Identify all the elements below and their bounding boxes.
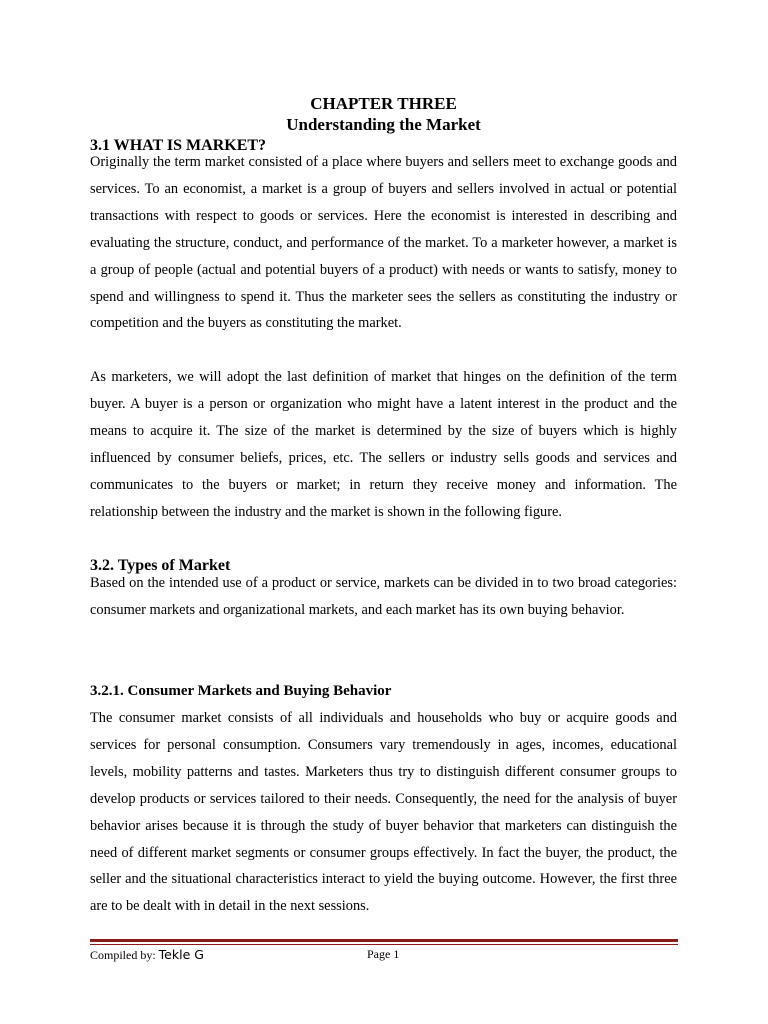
footer-compiled-label: Compiled by: [90, 948, 156, 962]
footer-divider [90, 939, 678, 945]
chapter-number-title: CHAPTER THREE [310, 94, 457, 113]
page-footer [90, 947, 678, 965]
chapter-subtitle: Understanding the Market [286, 115, 481, 134]
paragraph-market-definition: Originally the term market consisted of a place where buyers and sellers meet to exchange goods and services. To an economist, a market is a group of buyers and sellers involved in actual or potential transactions with respect to goods or services. Here the economist is interested in describing and evaluating the structure, conduct, and performance of the market. To a marketer however, a market is a group of people (actual and potential buyers of a product) with needs or wants to satisfy, money to spend and willingness to spend it. Thus the marketer sees the sellers as constituting the industry or competition and the buyers as constituting the market. [90, 154, 677, 332]
paragraph-consumer-markets: The consumer market consists of all individuals and households who buy or acquire goods and services for personal consumption. Consumers vary tremendously in ages, incomes, educational levels, mobility patterns and tastes. Marketers thus try to distinguish different consumer groups to develop products or services tailored to their needs. Consequently, the need for the analysis of buyer behavior arises because it is through the study of buyer behavior that marketers can distinguish the need of different market segments or consumer groups effectively. In fact the buyer, the product, the seller and the situational characteristics interact to yield the buying outcome. However, the first three are to be dealt with in detail in the next sessions. [90, 710, 677, 915]
section-heading-types-of-market: 3.2. Types of Market [90, 557, 231, 574]
paragraph-types-of-market: Based on the intended use of a product or service, markets can be divided in to two broad categories: consumer markets and organizational markets, and each market has its own buying behavior. [90, 575, 677, 618]
subsection-heading-consumer-markets: 3.2.1. Consumer Markets and Buying Behavior [90, 683, 392, 699]
paragraph-marketer-definition: As marketers, we will adopt the last definition of market that hinges on the definition of the term buyer. A buyer is a person or organization who might have a latent interest in the product and the means to acquire it. The size of the market is determined by the size of buyers which is highly influenced by consumer beliefs, prices, etc. The sellers or industry sells goods and services and communicates to the buyers or market; in return they receive money and information. The relationship between the industry and the market is shown in the following figure. [90, 369, 677, 520]
chapter-header [90, 93, 677, 135]
page-number: Page 1 [367, 947, 400, 961]
footer-author: Tekle G [158, 947, 204, 962]
footer-compiled-by [90, 947, 204, 963]
section-heading-what-is-market: 3.1 WHAT IS MARKET? [90, 137, 267, 154]
